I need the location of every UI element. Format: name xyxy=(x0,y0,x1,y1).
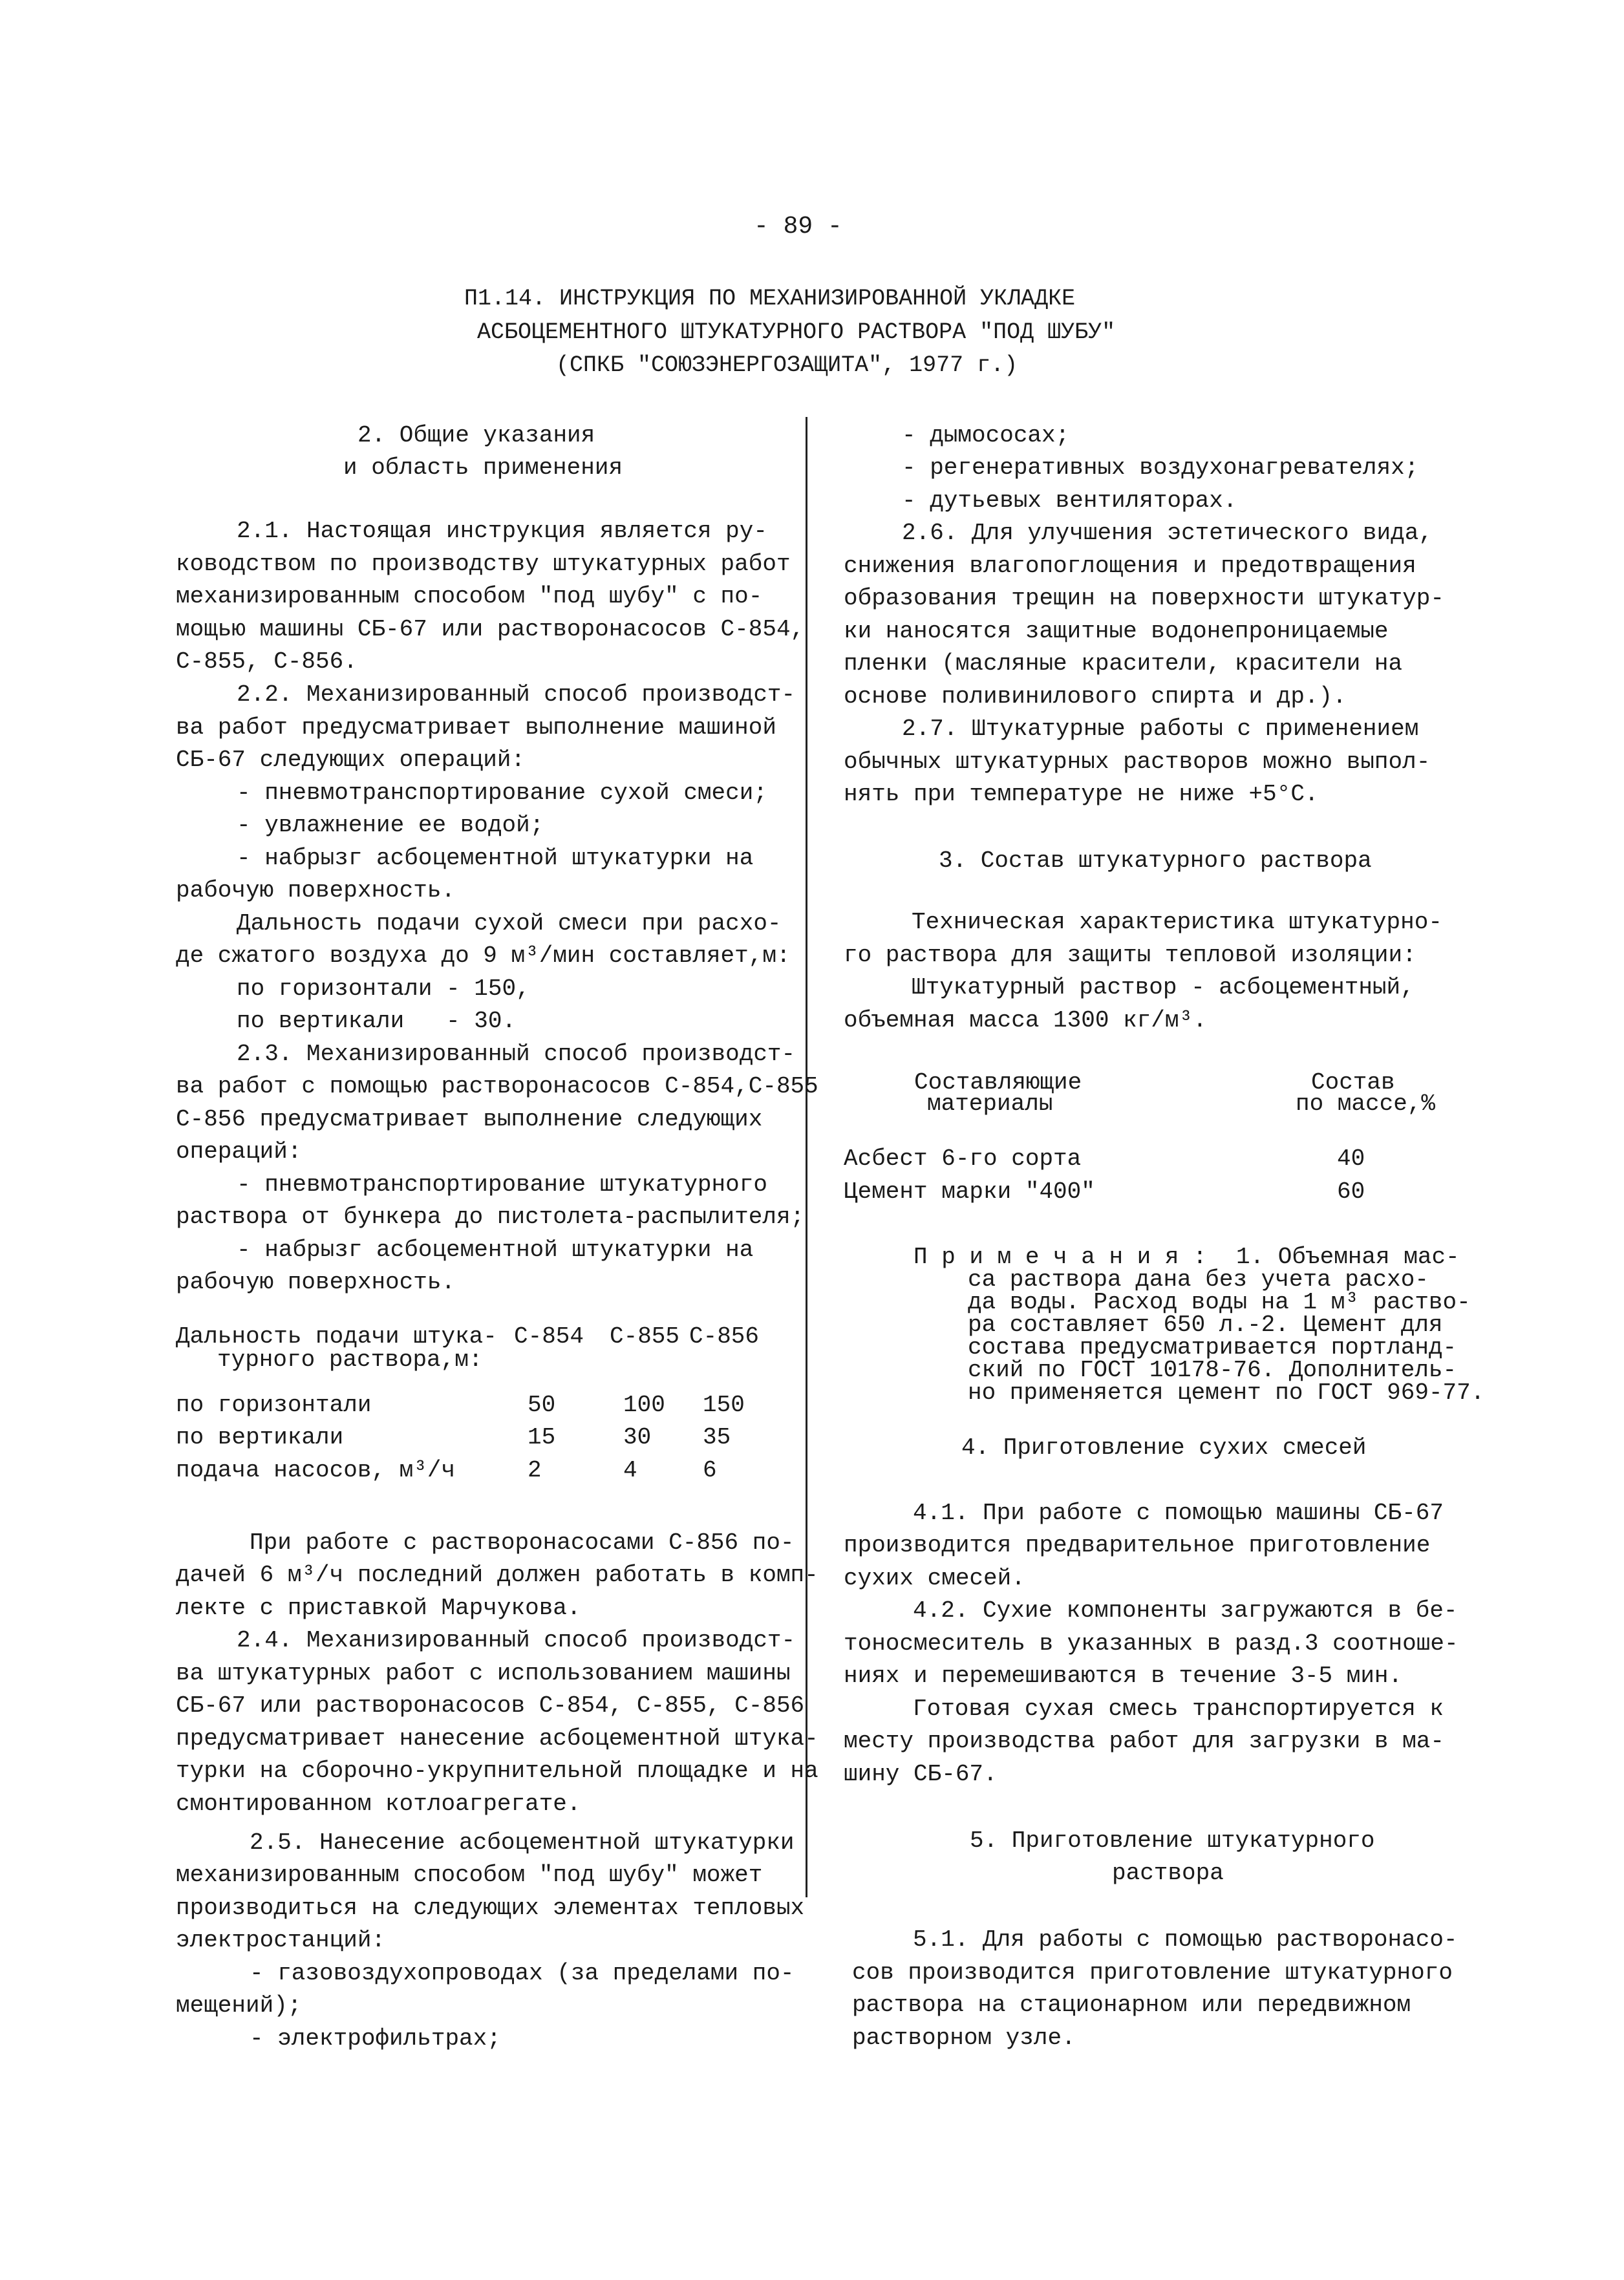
p24-line: предусматривает нанесение асбоцементной штука- xyxy=(176,1725,818,1752)
p26-line: основе поливинилового спирта и др.). xyxy=(844,683,1347,710)
table-cell: 50 xyxy=(528,1392,556,1418)
composition-col2-header: по массе,% xyxy=(1296,1091,1436,1117)
p51-line: раствора на стационарном или передвижном xyxy=(852,1992,1411,2018)
note-line: 1. Объемная мас- xyxy=(1236,1244,1460,1270)
p25-line: электростанций: xyxy=(176,1927,386,1954)
section-2-heading-line-2: и область применения xyxy=(343,454,623,481)
composition-col1-header: материалы xyxy=(927,1091,1053,1117)
table-header-label: Дальность подачи штука- xyxy=(176,1323,497,1350)
p41-line: 4.1. При работе с помощью машины СБ-67 xyxy=(913,1500,1444,1526)
note-line: са раствора дана без учета расхо- xyxy=(968,1266,1429,1293)
p51-line: сов производится приготовление штукатурного xyxy=(852,1959,1453,1986)
p26-line: ки наносятся защитные водонепроницаемые xyxy=(844,618,1389,645)
p41-line: сухих смесей. xyxy=(844,1565,1025,1592)
p42-line: месту производства работ для загрузки в ма- xyxy=(844,1728,1444,1754)
p26-line: образования трещин на поверхности штукатур- xyxy=(844,585,1444,612)
p22-line: - набрызг асбоцементной штукатурки на xyxy=(237,845,754,871)
table-cell: 100 xyxy=(623,1392,665,1418)
p21-line: С-855, С-856. xyxy=(176,648,358,675)
p42-line: ниях и перемешиваются в течение 3-5 мин. xyxy=(844,1663,1403,1689)
p24-line: СБ-67 или растворонасосов С-854, С-855, С-856 xyxy=(176,1692,805,1719)
p23-line: раствора от бункера до пистолета-распылителя; xyxy=(176,1204,805,1230)
table-cell: 4 xyxy=(623,1457,637,1484)
p51-line: растворном узле. xyxy=(852,2025,1076,2051)
p25-line: механизированным способом "под шубу" может xyxy=(176,1862,763,1888)
p25-line: производиться на следующих элементах тепловых xyxy=(176,1895,805,1921)
p25-cont-line: - дутьевых вентиляторах. xyxy=(902,487,1237,514)
p23-line: операций: xyxy=(176,1138,302,1165)
p42-line: шину СБ-67. xyxy=(844,1761,998,1787)
note-line: да воды. Расход воды на 1 м³ раство- xyxy=(968,1289,1471,1316)
p22-line: рабочую поверхность. xyxy=(176,877,456,904)
table-column-header: С-856 xyxy=(689,1323,760,1350)
p27-line: обычных штукатурных растворов можно выпол- xyxy=(844,749,1431,775)
p23-line: 2.3. Механизированный способ производст- xyxy=(237,1041,796,1067)
p22-line: СБ-67 следующих операций: xyxy=(176,747,526,773)
p22-line: 2.2. Механизированный способ производст- xyxy=(237,681,796,708)
p41-line: производится предварительное приготовление xyxy=(844,1532,1431,1559)
p24-line: ва штукатурных работ с использованием машины xyxy=(176,1660,791,1687)
p-c856-line: лекте с приставкой Марчукова. xyxy=(176,1595,581,1621)
p25-line: - газовоздухопроводах (за пределами по- xyxy=(250,1960,795,1987)
p25-line: 2.5. Нанесение асбоцементной штукатурки xyxy=(250,1829,795,1856)
table-cell: 35 xyxy=(703,1424,731,1451)
p22-line: ва работ предусматривает выполнение машиной xyxy=(176,714,776,741)
p22-line: де сжатого воздуха до 9 м³/мин составляет,м: xyxy=(176,943,791,969)
p25-line: - электрофильтрах; xyxy=(250,2025,501,2052)
p23-line: - набрызг асбоцементной штукатурки на xyxy=(237,1237,754,1263)
title-line-1: П1.14. ИНСТРУКЦИЯ ПО МЕХАНИЗИРОВАННОЙ УКЛАДКЕ xyxy=(464,286,1076,312)
composition-percent: 60 xyxy=(1337,1178,1365,1205)
note-line: ский по ГОСТ 10178-76. Дополнитель- xyxy=(968,1357,1457,1383)
table-cell: 6 xyxy=(703,1457,717,1484)
p23-line: ва работ с помощью растворонасосов С-854,С-855 xyxy=(176,1073,818,1100)
section-5-heading-line-1: 5. Приготовление штукатурного xyxy=(970,1827,1375,1854)
p3-line: объемная масса 1300 кг/м³. xyxy=(844,1007,1207,1034)
p27-line: нять при температуре не ниже +5°С. xyxy=(844,781,1319,807)
section-3-heading: 3. Состав штукатурного раствора xyxy=(939,847,1372,874)
p23-line: рабочую поверхность. xyxy=(176,1269,456,1295)
p27-line: 2.7. Штукатурные работы с применением xyxy=(902,716,1419,742)
section-4-heading: 4. Приготовление сухих смесей xyxy=(961,1434,1367,1461)
page-number: - 89 - xyxy=(754,213,842,240)
p23-line: С-856 предусматривает выполнение следующих xyxy=(176,1106,763,1133)
p22-line: по горизонтали - 150, xyxy=(237,975,530,1002)
p3-line: Штукатурный раствор - асбоцементный, xyxy=(912,974,1415,1001)
p25-line: мещений); xyxy=(176,1992,302,2019)
p3-line: Техническая характеристика штукатурно- xyxy=(912,909,1442,935)
composition-material: Цемент марки "400" xyxy=(844,1178,1095,1205)
table-cell: 15 xyxy=(528,1424,556,1451)
table-row-label: подача насосов, м³/ч xyxy=(176,1457,456,1484)
p26-line: 2.6. Для улучшения эстетического вида, xyxy=(902,520,1433,546)
title-line-3: (СПКБ "СОЮЗЭНЕРГОЗАЩИТА", 1977 г.) xyxy=(556,352,1018,378)
p26-line: пленки (масляные красители, красители на xyxy=(844,650,1403,677)
title-line-2: АСБОЦЕМЕНТНОГО ШТУКАТУРНОГО РАСТВОРА "ПОД ШУБУ" xyxy=(477,319,1116,345)
p25-cont-line: - дымососах; xyxy=(902,422,1070,449)
p-c856-line: дачей 6 м³/ч последний должен работать в комп- xyxy=(176,1562,818,1588)
table-cell: 150 xyxy=(703,1392,745,1418)
p21-line: мощью машины СБ-67 или растворонасосов С-854, xyxy=(176,616,805,643)
composition-percent: 40 xyxy=(1337,1145,1365,1172)
table-header-label: турного раствора,м: xyxy=(217,1347,483,1373)
table-row-label: по вертикали xyxy=(176,1424,344,1451)
p21-line: механизированным способом "под шубу" с по- xyxy=(176,583,763,610)
p42-line: тоносмеситель в указанных в разд.3 соотноше- xyxy=(844,1630,1458,1657)
note-line: но применяется цемент по ГОСТ 969-77. xyxy=(968,1380,1485,1406)
p24-line: турки на сборочно-укрупнительной площадке и на xyxy=(176,1758,818,1784)
p21-line: ководством по производству штукатурных работ xyxy=(176,551,791,577)
p22-line: по вертикали - 30. xyxy=(237,1008,517,1034)
p21-line: 2.1. Настоящая инструкция является ру- xyxy=(237,518,767,544)
p22-line: - увлажнение ее водой; xyxy=(237,812,544,838)
p-c856-line: При работе с растворонасосами С-856 по- xyxy=(250,1529,795,1556)
note-line: ра составляет 650 л.-2. Цемент для xyxy=(968,1312,1443,1338)
p42-line: 4.2. Сухие компоненты загружаются в бе- xyxy=(913,1597,1458,1624)
p51-line: 5.1. Для работы с помощью растворонасо- xyxy=(913,1926,1458,1953)
p22-line: - пневмотранспортирование сухой смеси; xyxy=(237,780,767,806)
p24-line: 2.4. Механизированный способ производст- xyxy=(237,1627,796,1654)
composition-material: Асбест 6-го сорта xyxy=(844,1145,1082,1172)
p23-line: - пневмотранспортирование штукатурного xyxy=(237,1171,767,1198)
composition-col2-header: Состав xyxy=(1311,1069,1395,1096)
table-cell: 30 xyxy=(623,1424,652,1451)
composition-col1-header: Составляющие xyxy=(914,1069,1082,1096)
column-divider xyxy=(806,417,807,1897)
p25-cont-line: - регенеративных воздухонагревателях; xyxy=(902,454,1419,481)
table-row-label: по горизонтали xyxy=(176,1392,372,1418)
table-column-header: С-855 xyxy=(610,1323,680,1350)
p22-line: Дальность подачи сухой смеси при расхо- xyxy=(237,910,782,937)
p26-line: снижения влагопоглощения и предотвращения xyxy=(844,553,1416,579)
p42-line: Готовая сухая смесь транспортируется к xyxy=(913,1696,1444,1722)
note-label: П р и м е ч а н и я : xyxy=(914,1244,1207,1270)
table-column-header: С-854 xyxy=(514,1323,584,1350)
table-cell: 2 xyxy=(528,1457,542,1484)
section-5-heading-line-2: раствора xyxy=(1112,1860,1224,1886)
note-line: состава предусматривается портланд- xyxy=(968,1334,1457,1361)
section-2-heading-line-1: 2. Общие указания xyxy=(358,422,595,449)
p24-line: смонтированном котлоагрегате. xyxy=(176,1791,581,1817)
p3-line: го раствора для защиты тепловой изоляции: xyxy=(844,942,1416,968)
